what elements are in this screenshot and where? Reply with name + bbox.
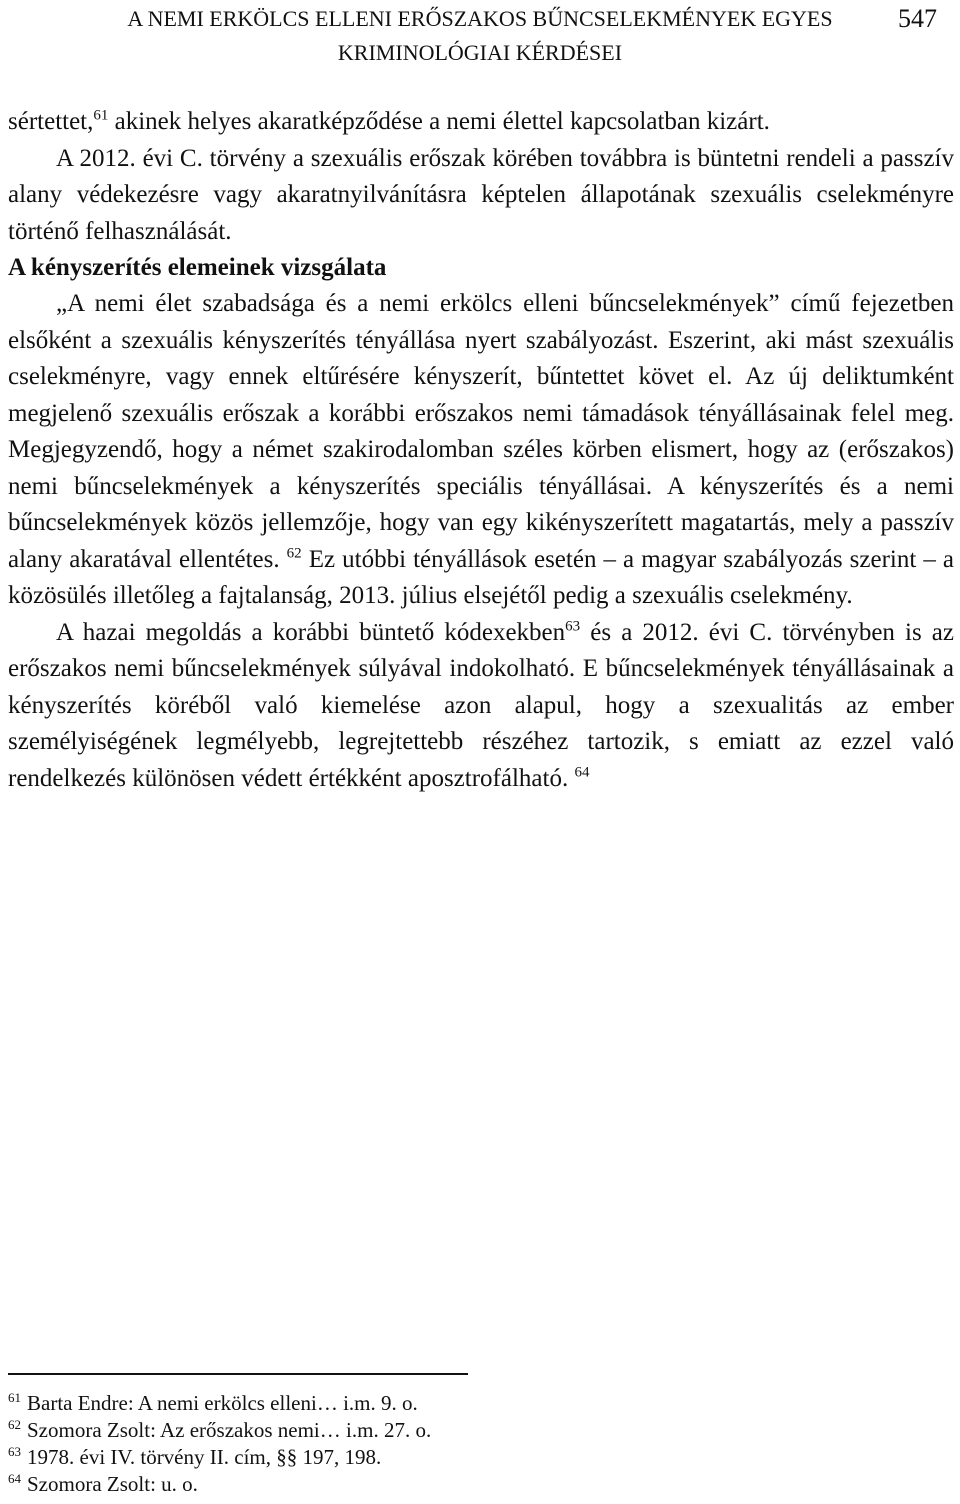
footnote-item — [8, 1444, 908, 1471]
footnote-separator — [8, 1373, 468, 1375]
page-number: 547 — [898, 4, 937, 33]
footnote-text: Barta Endre: A nemi erkölcs elleni… i.m. 9. o. — [27, 1391, 418, 1415]
footnote-number: 62 — [8, 1417, 21, 1432]
footnote-ref-64[interactable]: 64 — [574, 764, 590, 781]
body-text — [8, 104, 954, 797]
footnote-ref-63[interactable]: 63 — [565, 618, 581, 635]
paragraph-3 — [8, 286, 954, 615]
paragraph-3-text-a: „A nemi élet szabadsága és a nemi erkölcs elleni bűncselekmények” című fejezetben elsőként a szexuális kényszerítés tényállása nyert szabályozást. Eszerint, aki mást szexuális cselekményre, vagy ennek eltűrésére kényszerít, bűntettet követ el. Az új deliktumként megjelenő szexuális erőszak a korábbi erőszakos nemi támadások tényállásainak felel meg. Megjegyzendő, hogy a német szakirodalomban széles körben elismert, hogy az (erőszakos) nemi bűncselekmények a kényszerítés speciális tényállásai. A kényszerítés és a nemi bűncselekmények közös jellemzője, hogy van egy kikényszerített magatartás, mely a passzív alany akaratával ellentétes. — [8, 290, 954, 573]
running-header — [80, 2, 880, 70]
paragraph-3-text-b: Ez utóbbi tényállások esetén – a magyar szabályozás szerint – a közösülés illetőleg a fajtalanság, 2013. július elsejétől pedig a szexuális cselekmény. — [8, 545, 955, 609]
footnote-number: 61 — [8, 1390, 21, 1405]
paragraph-1-text-a: sértettet, — [8, 108, 94, 135]
footnote-text: 1978. évi IV. törvény II. cím, §§ 197, 198. — [27, 1445, 382, 1469]
header-title-line-2: KRIMINOLÓGIAI KÉRDÉSEI — [337, 40, 623, 65]
footnote-ref-62[interactable]: 62 — [286, 545, 302, 562]
footnote-text: Szomora Zsolt: Az erőszakos nemi… i.m. 27. o. — [27, 1418, 432, 1442]
footnote-text: Szomora Zsolt: u. o. — [27, 1472, 198, 1496]
paragraph-4 — [8, 615, 954, 798]
footnotes — [8, 1390, 908, 1498]
footnote-number: 63 — [8, 1444, 21, 1459]
footnote-ref-61[interactable]: 61 — [93, 107, 109, 124]
paragraph-1-text-b: akinek helyes akaratképződése a nemi élettel kapcsolatban kizárt. — [108, 108, 770, 135]
paragraph-2: A 2012. évi C. törvény a szexuális erőszak körében továbbra is büntetni rendeli a passzív alany védekezésre vagy akaratnyilvánításra képtelen állapotának szexuális cselekményre történő felhasználását. — [8, 144, 954, 245]
header-title-line-1: A NEMI ERKÖLCS ELLENI ERŐSZAKOS BŰNCSELEKMÉNYEK EGYES — [127, 6, 833, 31]
paragraph-4-text-a: A hazai megoldás a korábbi büntető kódexekben — [56, 618, 566, 646]
paragraph-1 — [8, 104, 954, 141]
footnote-item — [8, 1390, 908, 1417]
footnote-item — [8, 1471, 908, 1498]
footnote-item — [8, 1417, 908, 1444]
footnote-number: 64 — [8, 1471, 21, 1486]
paragraph-4-text-b: és a 2012. évi C. törvényben is az erőszakos nemi bűncselekmények súlyával indokolható. E bűncselekmények tényállásainak a kényszerítés köréből való kiemelése azon alapul, hogy a szexualitás az ember személyiségének legmélyebb, legrejtettebb részéhez tartozik, s emiatt az ezzel való rendelkezés különösen védett értékként aposztrofálható. — [8, 618, 955, 792]
section-heading: A kényszerítés elemeinek vizsgálata — [8, 254, 387, 281]
